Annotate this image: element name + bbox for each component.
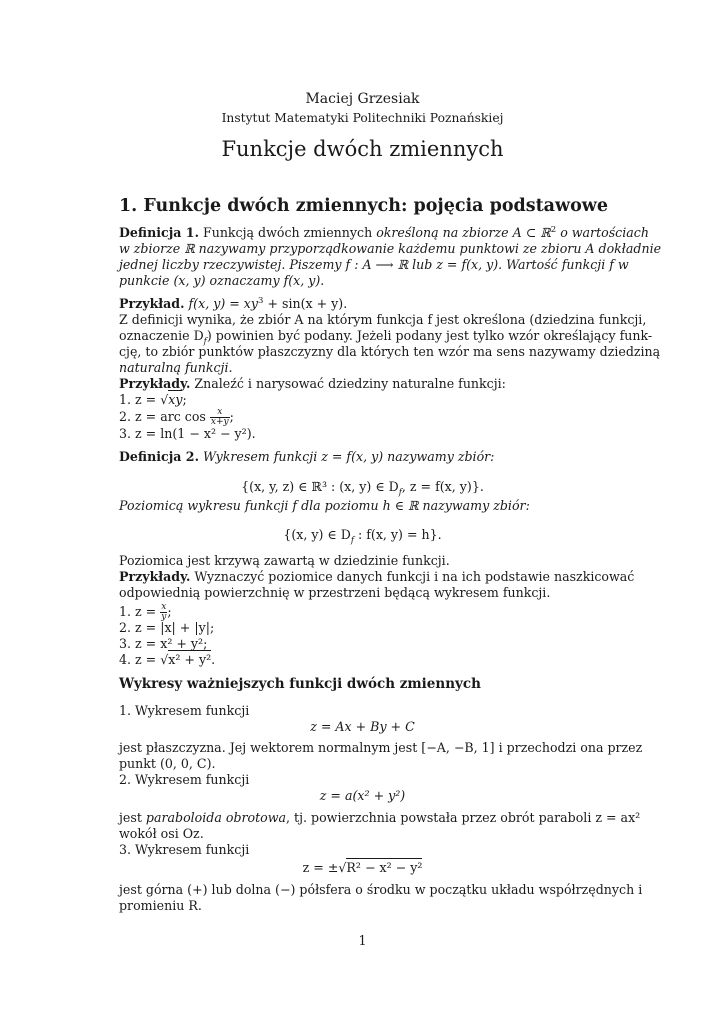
examples-3-item-2: 2. z = |x| + |y|;: [119, 620, 215, 635]
definition-1-line-3: jednej liczby rzeczywistej. Piszemy f : A ⟶ ℝ lub z = f(x, y). Wartość funkcji f w: [119, 257, 629, 272]
examples-label: Przykłady.: [119, 376, 191, 391]
graph-1-intro: 1. Wykresem funkcji: [119, 703, 250, 718]
level-set-definition: Poziomicą wykresu funkcji f dla poziomu h ∈ ℝ nazywamy zbiór:: [119, 498, 530, 513]
definition-label: Definicja 1.: [119, 225, 199, 240]
examples-3-item-4: 4. z = √x² + y².: [119, 652, 216, 667]
graph-1-line-2: punkt (0, 0, C).: [119, 756, 216, 771]
graph-3-line-2: promieniu R.: [119, 898, 202, 913]
graph-1-line-1: jest płaszczyzna. Jej wektorem normalnym jest [−A, −B, 1] i przechodzi ona przez: [119, 740, 643, 755]
example-label: Przykład.: [119, 296, 185, 311]
level-set-note: Poziomica jest krzywą zawartą w dziedzinie funkcji.: [119, 553, 450, 568]
examples-3-item-1: 1. z = $\frac{x}{y}$ ;: [119, 602, 172, 622]
examples-label: Przykłady.: [119, 569, 191, 584]
example-1-line-5: naturalną funkcji.: [119, 360, 233, 375]
document-title: Funkcje dwóch zmiennych: [221, 137, 504, 161]
examples-2-item-2: 2. z = arc cos $\frac{x}{x+y}$ ;: [119, 407, 234, 427]
subsection-heading: Wykresy ważniejszych funkcji dwóch zmiennych: [119, 676, 481, 692]
author-name: Maciej Grzesiak: [305, 91, 420, 107]
example-1-line-4: cję, to zbiór punktów płaszczyzny dla których ten wzór ma sens nazywamy dziedziną: [119, 344, 661, 359]
examples-3-line-1: Przykłady. Wyznaczyć poziomice danych funkcji i na ich podstawie naszkicować: [119, 569, 635, 584]
hemisphere-formula: z = ±√R² − x² − y²: [302, 860, 423, 875]
definition-label: Definicja 2.: [119, 449, 199, 464]
institute-name: Instytut Matematyki Politechniki Poznańskiej: [221, 111, 504, 125]
fraction: $\frac{x}{y}$: [161, 602, 167, 622]
example-1-line-2: Z definicji wynika, że zbiór A na którym funkcja f jest określona (dziedzina funkcji,: [119, 312, 647, 327]
definition-1-line-1: Definicja 1. Funkcją dwóch zmiennych określoną na zbiorze A ⊂ ℝ$^2$ o wartościach: [119, 224, 649, 240]
examples-2-item-3: 3. z = ln(1 − x² − y²).: [119, 426, 256, 441]
graph-2-line-2: wokół osi Oz.: [119, 826, 204, 841]
examples-2-intro: Przykłady. Znaleźć i narysować dziedziny naturalne funkcji:: [119, 376, 506, 391]
graph-set-formula: {(x, y, z) ∈ ℝ³ : (x, y) ∈ $D_f$, z = f(x, y)}.: [241, 479, 484, 498]
definition-1-line-2: w zbiorze ℝ nazywamy przyporządkowanie każdemu punktowi ze zbioru A dokładnie: [119, 241, 662, 256]
definition-1-line-4: punkcie (x, y) oznaczamy f(x, y).: [119, 273, 325, 288]
examples-2-item-1: 1. z = √xy;: [119, 392, 187, 407]
graph-2-line-1: jest paraboloida obrotowa, tj. powierzchnia powstała przez obrót paraboli z = ax²: [119, 810, 641, 825]
examples-3-line-2: odpowiednią powierzchnię w przestrzeni będącą wykresem funkcji.: [119, 585, 551, 600]
section-heading: 1. Funkcje dwóch zmiennych: pojęcia podstawowe: [119, 196, 608, 216]
graph-3-line-1: jest górna (+) lub dolna (−) półsfera o środku w początku układu współrzędnych i: [119, 882, 643, 897]
graph-3-intro: 3. Wykresem funkcji: [119, 842, 250, 857]
page-number: 1: [358, 933, 367, 948]
example-1-line-1: Przykład. f(x, $y) = xy^3 + \sin(x + y)$.: [119, 295, 348, 311]
plane-formula: z = Ax + By + C: [310, 719, 415, 734]
definition-2-line-1: Definicja 2. Wykresem funkcji z = f(x, y) nazywamy zbiór:: [119, 449, 495, 464]
example-1-line-3: oznaczenie $D_f$) powinien być podany. Jeżeli podany jest tylko wzór określający funk-: [119, 328, 653, 347]
graph-2-intro: 2. Wykresem funkcji: [119, 772, 250, 787]
fraction: $\frac{x}{x+y}$: [210, 407, 229, 427]
paraboloid-formula: z = a(x² + y²): [319, 788, 406, 803]
level-set-formula: {(x, y) ∈ $D_f$ : f(x, y) = h}.: [283, 527, 442, 546]
examples-3-item-3: 3. z = x² + y²;: [119, 636, 208, 651]
